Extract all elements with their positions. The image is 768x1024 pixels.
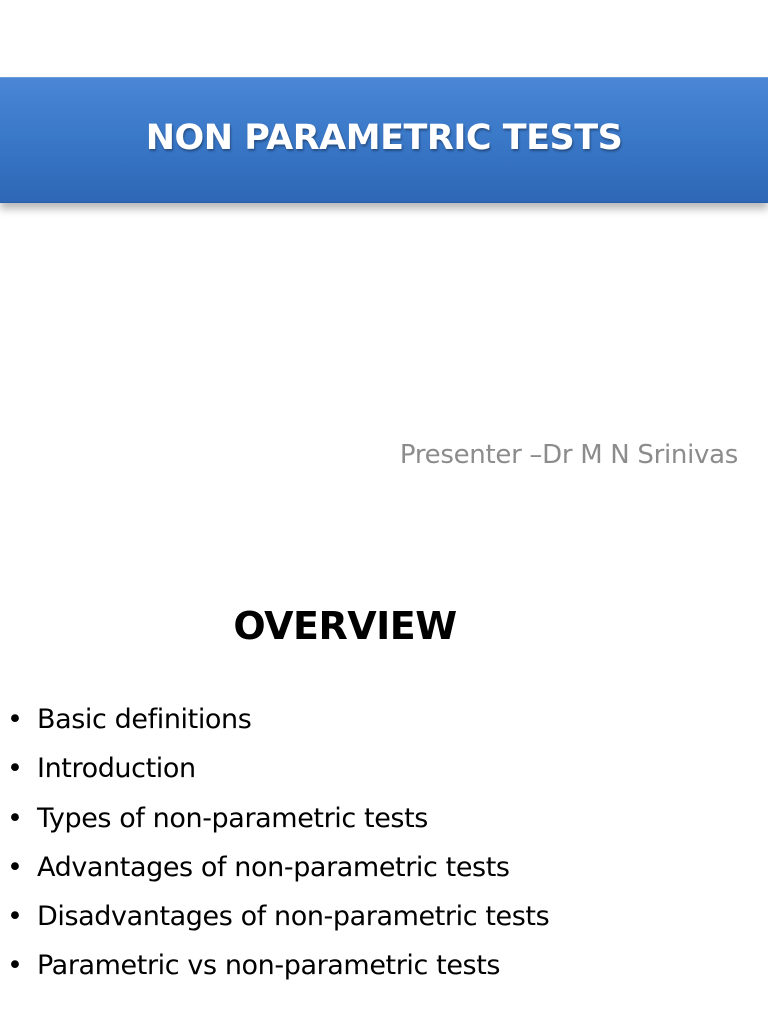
title-banner	[0, 77, 768, 203]
slide-title: NON PARAMETRIC TESTS	[145, 118, 623, 158]
bullet-icon: •	[7, 901, 23, 933]
bullet-icon: •	[7, 851, 23, 883]
overview-slide	[0, 560, 768, 1024]
list-item-text: Advantages of non-parametric tests	[37, 851, 510, 883]
list-item-text: Disadvantages of non-parametric tests	[37, 901, 550, 933]
list-item-text: Basic definitions	[37, 704, 252, 735]
bullet-icon: •	[7, 704, 23, 735]
list-item-text: Parametric vs non-parametric tests	[37, 950, 501, 982]
bullet-icon: •	[7, 753, 23, 785]
overview-heading: OVERVIEW	[233, 604, 457, 648]
list-item-text: Introduction	[37, 753, 196, 785]
list-item-text: Types of non-parametric tests	[37, 802, 428, 834]
bullet-icon: •	[7, 802, 23, 834]
presenter-credit: Presenter –Dr M N Srinivas	[399, 440, 738, 470]
bullet-icon: •	[7, 950, 23, 982]
